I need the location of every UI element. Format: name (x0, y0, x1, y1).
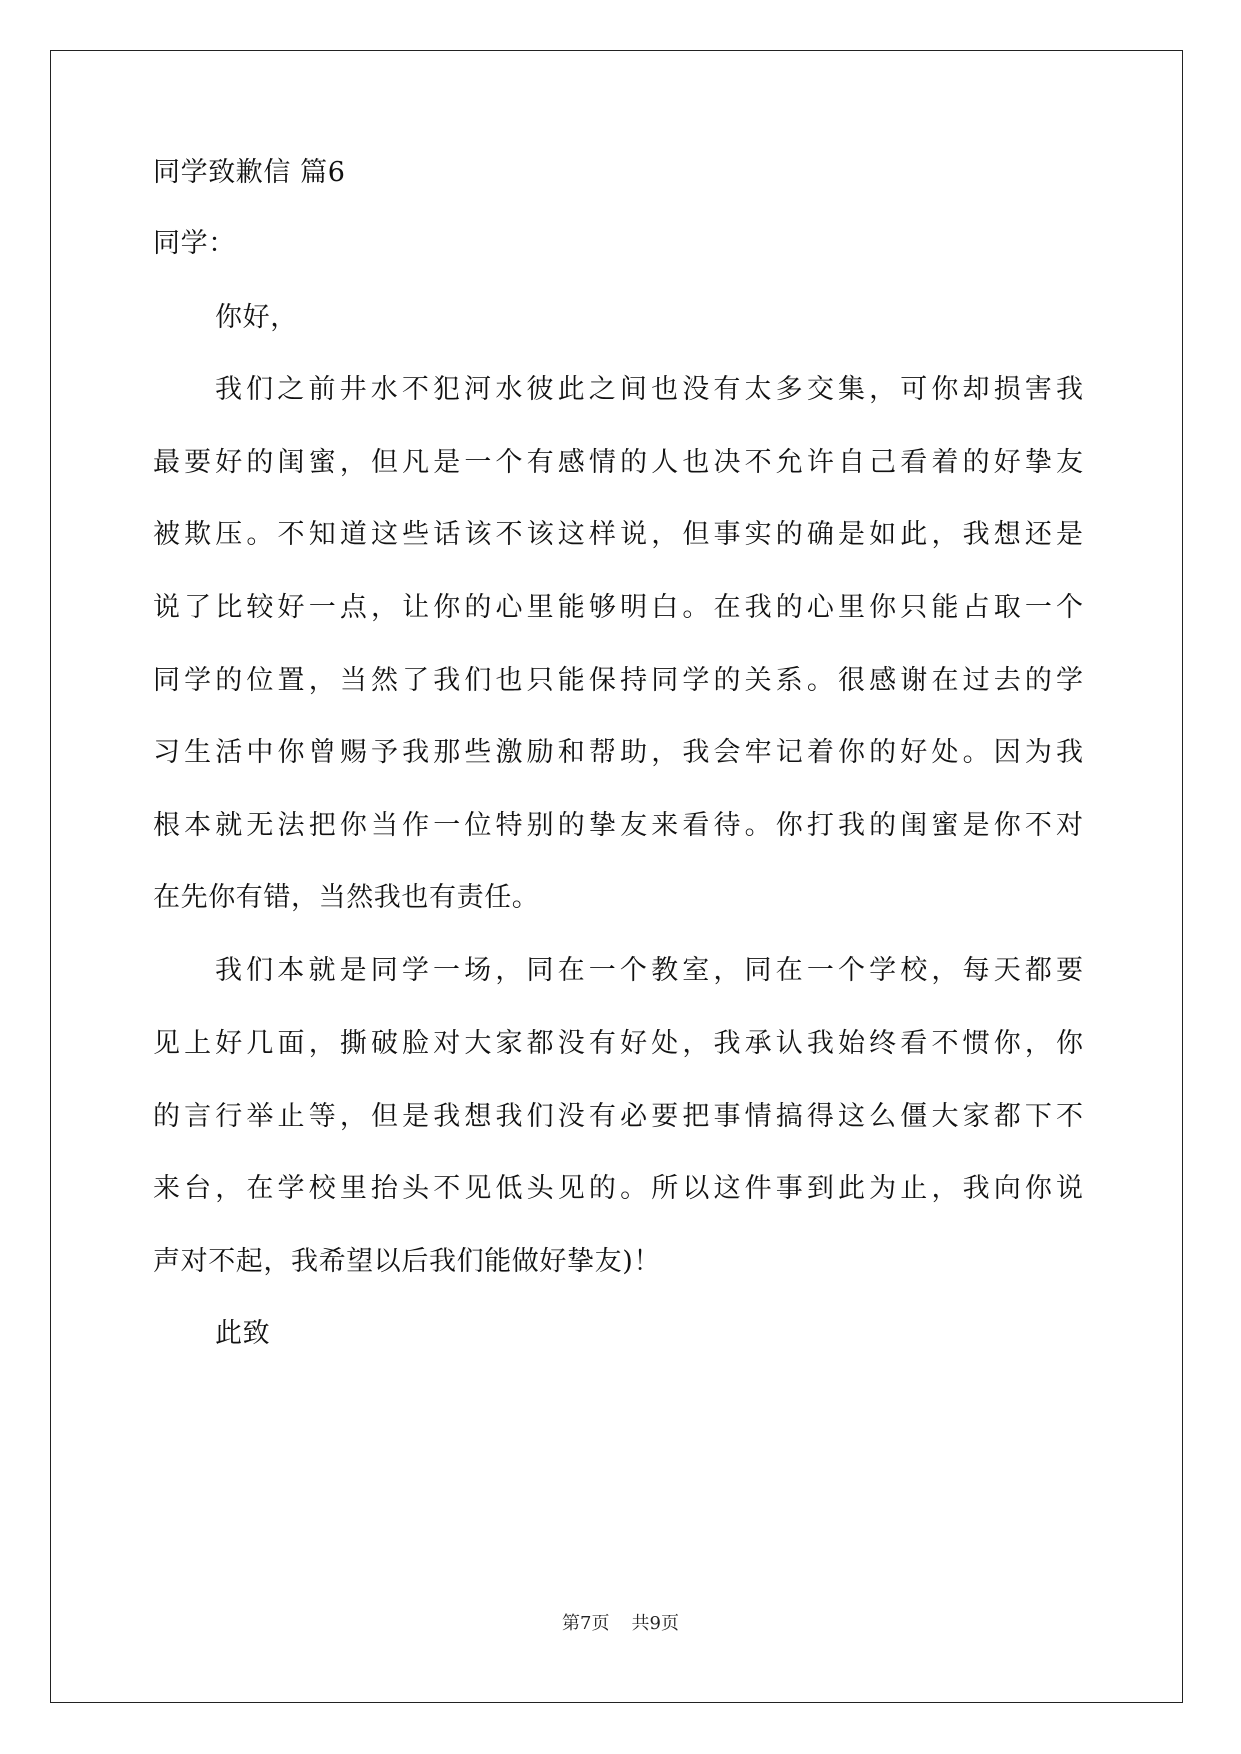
letter-greeting: 你好， (215, 302, 298, 333)
page-number-current: 第7页 (562, 1613, 610, 1634)
paragraph-1-line: 在先你有错，当然我也有责任。 (153, 882, 540, 913)
letter-closing: 此致 (215, 1318, 271, 1349)
paragraph-1-line: 根本就无法把你当作一位特别的挚友来看待。你打我的闺蜜是你不对 (153, 810, 1083, 841)
letter-salutation: 同学： (153, 228, 236, 259)
paragraph-1-line: 我们之前井水不犯河水彼此之间也没有太多交集，可你却损害我 (215, 374, 1083, 405)
page-border (50, 50, 1183, 1703)
paragraph-2-line: 见上好几面，撕破脸对大家都没有好处，我承认我始终看不惯你，你 (153, 1028, 1083, 1059)
page-number-total: 共9页 (631, 1613, 679, 1634)
paragraph-1-line: 最要好的闺蜜，但凡是一个有感情的人也决不允许自己看着的好挚友 (153, 447, 1083, 478)
page-footer (0, 1613, 1241, 1635)
paragraph-2-line: 来台，在学校里抬头不见低头见的。所以这件事到此为止，我向你说 (153, 1173, 1083, 1204)
paragraph-1-line: 习生活中你曾赐予我那些激励和帮助，我会牢记着你的好处。因为我 (153, 737, 1083, 768)
paragraph-2-line: 的言行举止等，但是我想我们没有必要把事情搞得这么僵大家都下不 (153, 1101, 1083, 1132)
paragraph-2-line: 声对不起，我希望以后我们能做好挚友)！ (153, 1246, 661, 1277)
paragraph-2-line: 我们本就是同学一场，同在一个教室，同在一个学校，每天都要 (215, 955, 1083, 986)
paragraph-1-line: 被欺压。不知道这些话该不该这样说，但事实的确是如此，我想还是 (153, 519, 1083, 550)
paragraph-1-line: 同学的位置，当然了我们也只能保持同学的关系。很感谢在过去的学 (153, 665, 1083, 696)
paragraph-1-line: 说了比较好一点，让你的心里能够明白。在我的心里你只能占取一个 (153, 592, 1083, 623)
letter-heading: 同学致歉信 篇6 (153, 157, 346, 188)
